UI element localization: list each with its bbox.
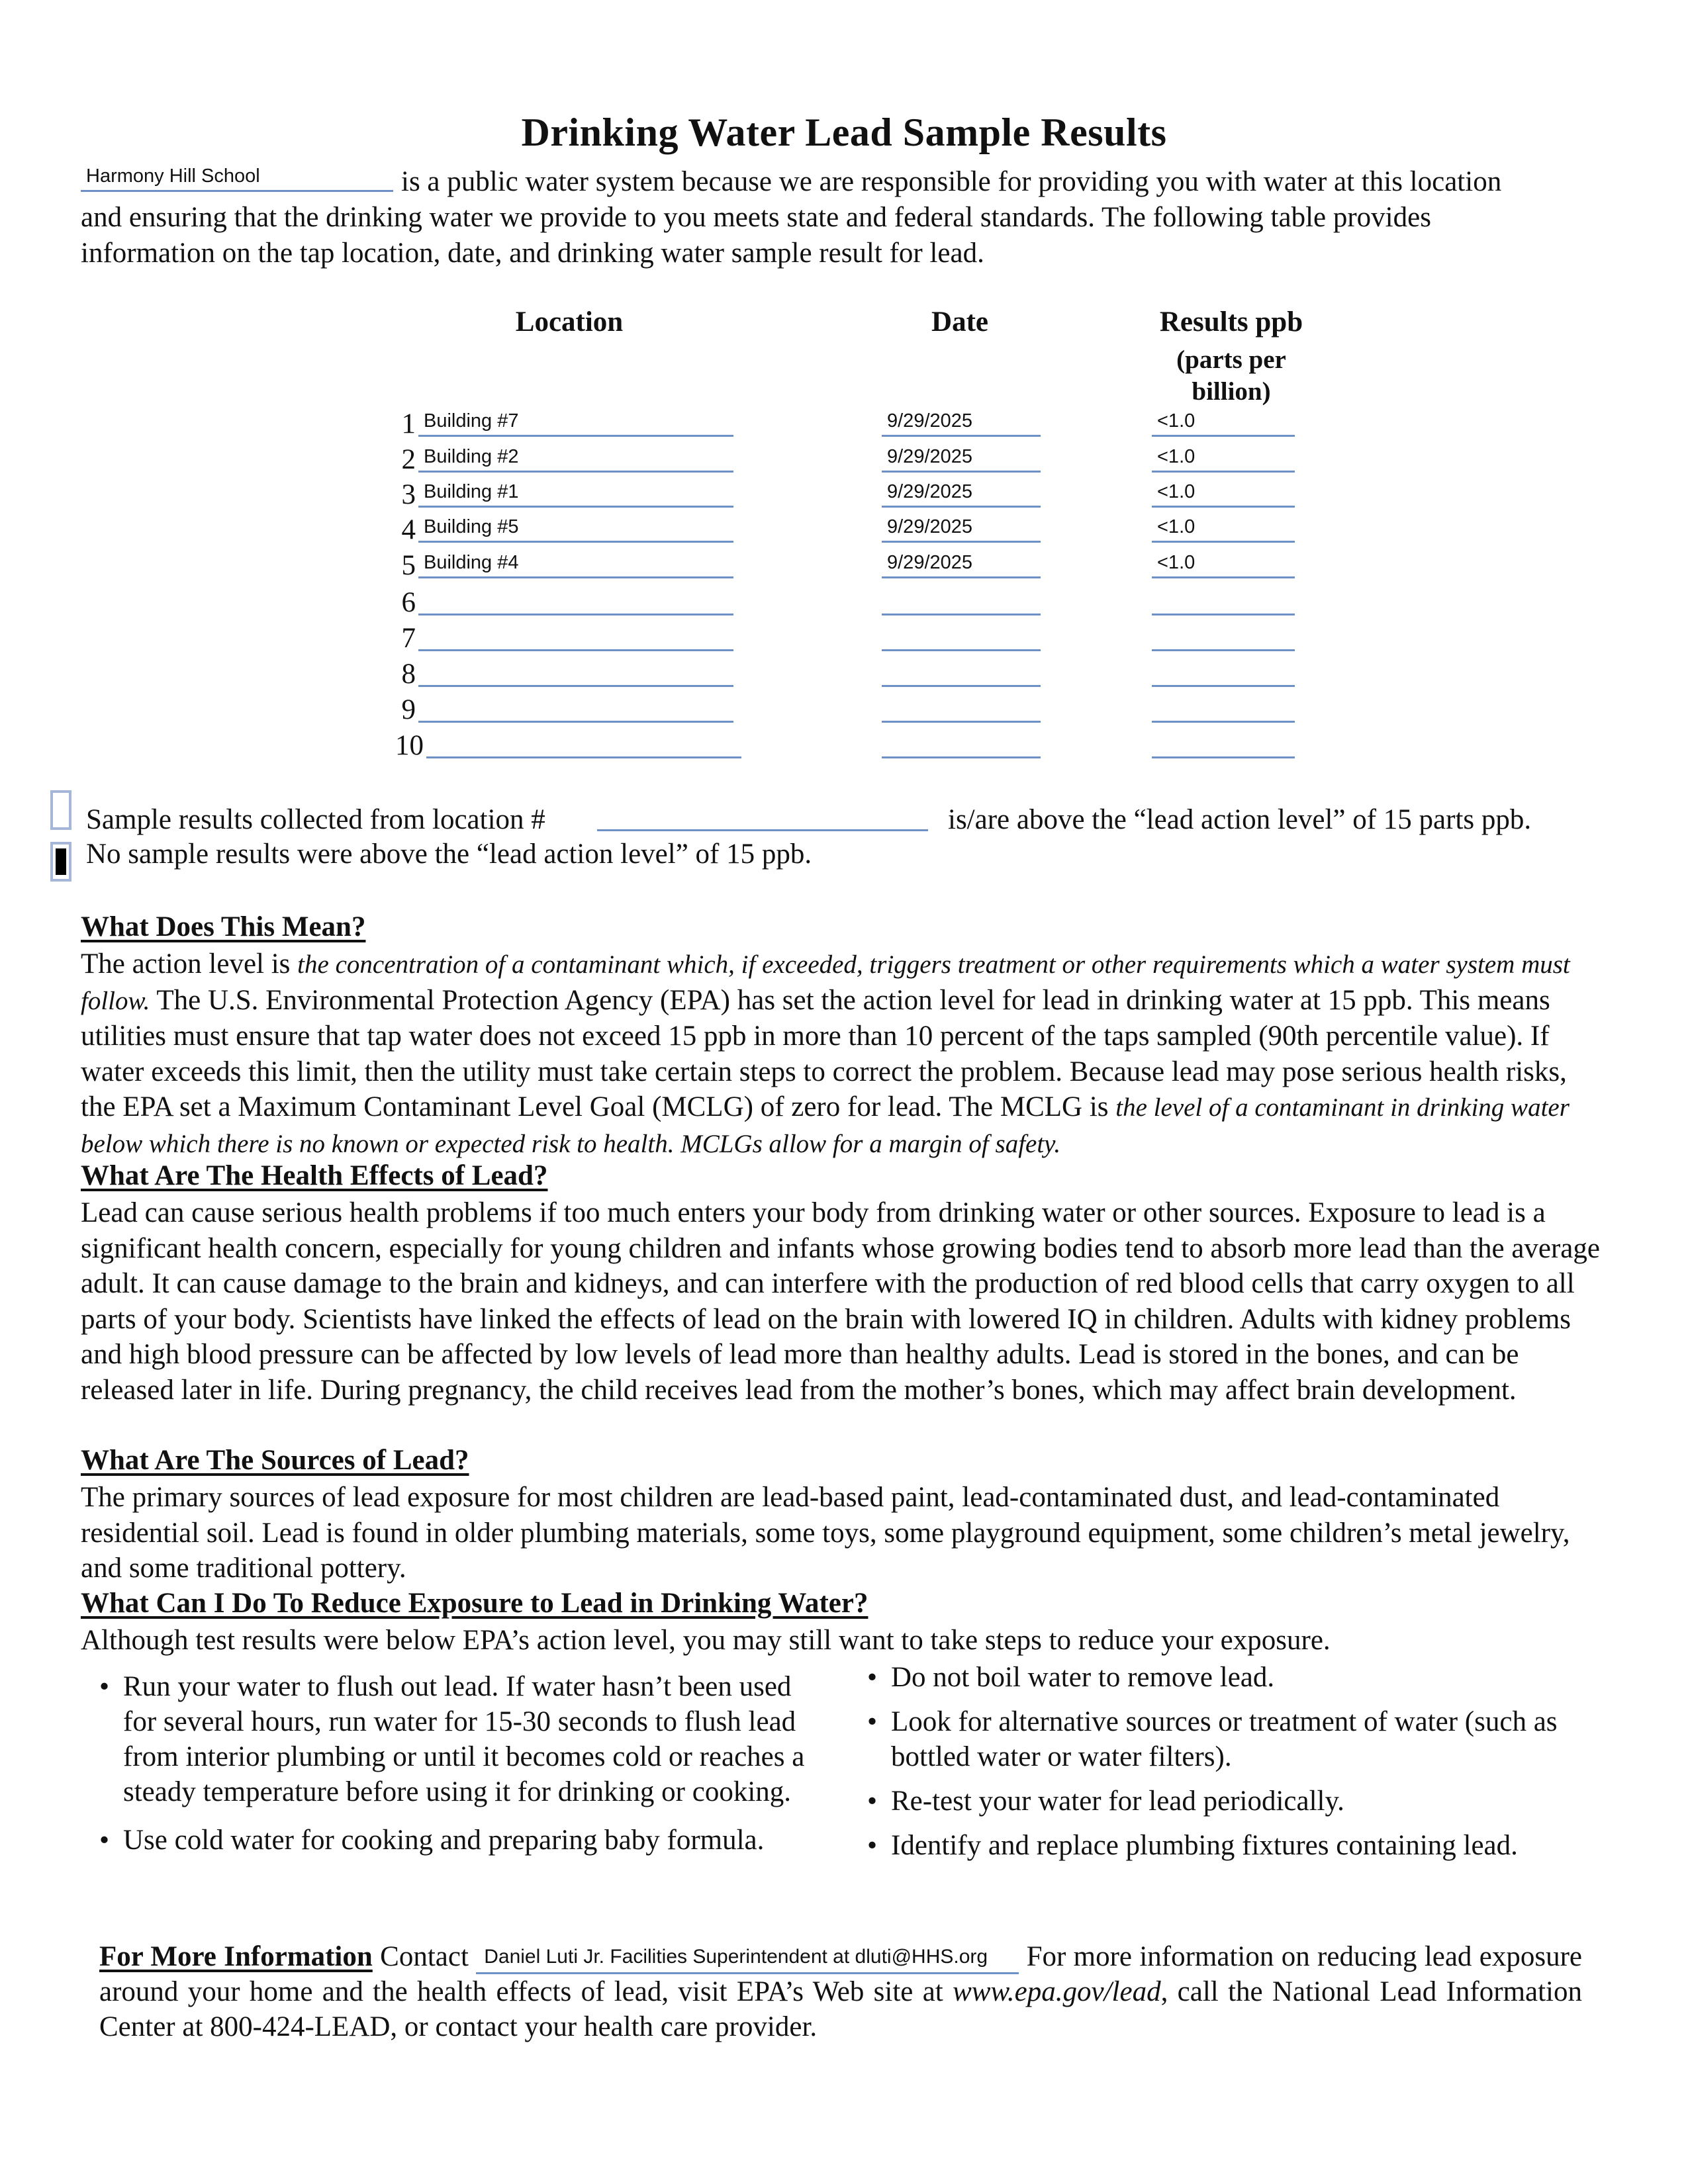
date-value: 9/29/2025 — [887, 516, 973, 537]
reduce-intro: Although test results were below EPA’s action level, you may still want to take steps to reduce your exposure. — [81, 1625, 1331, 1656]
results-column-header: Results ppb — [1159, 306, 1303, 338]
date-field[interactable] — [882, 445, 1041, 473]
none-above-label: No sample results were above the “lead action level” of 15 ppb. — [86, 839, 812, 870]
date-field[interactable] — [882, 659, 1041, 687]
meaning-text-intro: The action level is — [81, 948, 298, 979]
location-value: Building #2 — [424, 446, 519, 467]
date-value: 9/29/2025 — [887, 481, 973, 502]
page-title: Drinking Water Lead Sample Results — [521, 111, 1167, 154]
location-field[interactable] — [418, 588, 733, 615]
more-info-heading: For More Information — [99, 1941, 373, 1972]
location-field[interactable] — [418, 409, 733, 437]
row-number: 5 — [401, 550, 416, 581]
sources-heading: What Are The Sources of Lead? — [81, 1445, 469, 1476]
above-level-checkbox[interactable] — [50, 790, 71, 830]
intro-line-1: is a public water system because we are responsible for providing you with water at this location — [401, 166, 1502, 197]
date-value: 9/29/2025 — [887, 410, 973, 432]
result-field[interactable] — [1152, 480, 1295, 508]
above-level-label-suffix: is/are above the “lead action level” of 15 parts ppb. — [948, 804, 1532, 835]
mclg-definition: the level of a contaminant in drinking water below which there is no known or expected risk to health. MCLGs allow for a margin of safety. — [81, 1093, 1570, 1158]
tip-item: • Look for alternative sources or treatment of water (such as bottled water or water filters). — [867, 1704, 1622, 1774]
date-field[interactable] — [882, 515, 1041, 543]
result-value: <1.0 — [1157, 516, 1196, 537]
meaning-heading: What Does This Mean? — [81, 911, 366, 942]
health-heading: What Are The Health Effects of Lead? — [81, 1160, 548, 1191]
intro-line-3: information on the tap location, date, and drinking water sample result for lead. — [81, 238, 984, 269]
action-level-definition: the concentration of a contaminant which, if exceeded, triggers treatment or other requirements which a water system must follow. — [81, 950, 1570, 1015]
more-info-text-end: , call the National Lead Information Center at 800-424-LEAD, or contact your health care provider. — [99, 1976, 1582, 2042]
location-value: Building #1 — [424, 481, 519, 502]
system-name-field[interactable] — [81, 164, 393, 192]
contact-label: Contact — [380, 1941, 469, 1972]
tip-item: • Do not boil water to remove lead. — [867, 1660, 1622, 1695]
results-column-subheader-2: billion) — [1192, 377, 1271, 406]
location-column-header: Location — [515, 306, 624, 338]
location-value: Building #5 — [424, 516, 519, 537]
result-field[interactable] — [1152, 588, 1295, 615]
row-number: 10 — [395, 730, 424, 761]
location-field[interactable] — [418, 445, 733, 473]
row-number: 8 — [401, 659, 416, 690]
date-column-header: Date — [931, 306, 988, 338]
location-field[interactable] — [426, 731, 741, 758]
result-field[interactable] — [1152, 659, 1295, 687]
above-level-location-field[interactable] — [597, 803, 928, 831]
tip-item: • Run your water to flush out lead. If water hasn’t been used for several hours, run water for 15-30 seconds to flush lead from interior plumbing or until it becomes cold or reaches a steady temperature before using it for drinking or cooking. — [99, 1669, 814, 1809]
epa-website-link[interactable]: www.epa.gov/lead — [953, 1976, 1161, 2007]
reduce-heading: What Can I Do To Reduce Exposure to Lead in Drinking Water? — [81, 1588, 868, 1619]
above-level-label: Sample results collected from location # — [86, 804, 545, 835]
date-field[interactable] — [882, 623, 1041, 651]
none-above-checkbox[interactable] — [50, 842, 71, 882]
result-field[interactable] — [1152, 623, 1295, 651]
date-value: 9/29/2025 — [887, 446, 973, 467]
result-value: <1.0 — [1157, 446, 1196, 467]
row-number: 1 — [401, 408, 416, 439]
row-number: 9 — [401, 694, 416, 725]
health-paragraph: Lead can cause serious health problems if too much enters your body from drinking water or other sources. Exposure to lead is a significant health concern, especially for young children and infants whose growing bodies tend to absorb more lead than the average adult. It can cause damage to the brain and kidneys, and can interfere with the production of red blood cells that carry oxygen to all parts of your body. Scientists have linked the effects of lead on the brain with lowered IQ in children. Adults with kidney problems and high blood pressure can be affected by low levels of lead more than healthy adults. Lead is stored in the bones, and can be released later in life. During pregnancy, the child receives lead from the mother’s bones, which may affect brain development. — [81, 1197, 1600, 1406]
location-field[interactable] — [418, 695, 733, 723]
date-field[interactable] — [882, 695, 1041, 723]
location-field[interactable] — [418, 623, 733, 651]
location-field[interactable] — [418, 659, 733, 687]
meaning-text-body: The U.S. Environmental Protection Agency (EPA) has set the action level for lead in drinking water at 15 ppb. This means utilities must ensure that tap water does not exceed 15 ppb in more than 10 percent of the taps sampled (90th percentile value). If water exceeds this limit, then the utility must take certain steps to correct the problem. Because lead may pose serious health risks, the EPA set a Maximum Contaminant Level Goal (MCLG) of zero for lead. The MCLG is — [81, 984, 1567, 1122]
row-number: 4 — [401, 514, 416, 545]
location-value: Building #7 — [424, 410, 519, 432]
row-number: 3 — [401, 479, 416, 510]
date-field[interactable] — [882, 409, 1041, 437]
date-value: 9/29/2025 — [887, 552, 973, 573]
tip-item: • Identify and replace plumbing fixtures containing lead. — [867, 1828, 1622, 1863]
intro-line-2: and ensuring that the drinking water we provide to you meets state and federal standards. The following table provides — [81, 202, 1431, 233]
result-value: <1.0 — [1157, 552, 1196, 573]
contact-value: Daniel Luti Jr. Facilities Superintendent at dluti@HHS.org — [484, 1946, 988, 1968]
contact-field[interactable] — [476, 1945, 1019, 1974]
system-name-value: Harmony Hill School — [86, 165, 260, 187]
location-field[interactable] — [418, 480, 733, 508]
right-bullet-list — [867, 1660, 1622, 1863]
more-info-paragraph — [99, 1939, 1582, 2044]
left-bullet-list — [99, 1669, 814, 1858]
row-number: 2 — [401, 444, 416, 475]
location-field[interactable] — [418, 551, 733, 578]
date-field[interactable] — [882, 551, 1041, 578]
result-field[interactable] — [1152, 515, 1295, 543]
tip-item: • Re-test your water for lead periodically. — [867, 1784, 1622, 1819]
location-value: Building #4 — [424, 552, 519, 573]
location-field[interactable] — [418, 515, 733, 543]
results-column-subheader-1: (parts per — [1176, 345, 1286, 374]
result-field[interactable] — [1152, 409, 1295, 437]
row-number: 7 — [401, 623, 416, 654]
row-number: 6 — [401, 587, 416, 618]
result-value: <1.0 — [1157, 410, 1196, 432]
result-value: <1.0 — [1157, 481, 1196, 502]
date-field[interactable] — [882, 480, 1041, 508]
meaning-paragraph — [81, 946, 1603, 1161]
result-field[interactable] — [1152, 551, 1295, 578]
date-field[interactable] — [882, 731, 1041, 758]
sources-paragraph: The primary sources of lead exposure for most children are lead-based paint, lead-contaminated dust, and lead-contaminated residential soil. Lead is found in older plumbing materials, some toys, some playground equipment, some children’s metal jewelry, and some traditional pottery. — [81, 1482, 1570, 1584]
result-field[interactable] — [1152, 695, 1295, 723]
tip-item: • Use cold water for cooking and preparing baby formula. — [99, 1823, 814, 1858]
date-field[interactable] — [882, 588, 1041, 615]
result-field[interactable] — [1152, 445, 1295, 473]
result-field[interactable] — [1152, 731, 1295, 758]
more-info-text: For more information on reducing lead exposure around your home and the health effects of lead, visit EPA’s Web site at — [99, 1941, 1582, 2007]
